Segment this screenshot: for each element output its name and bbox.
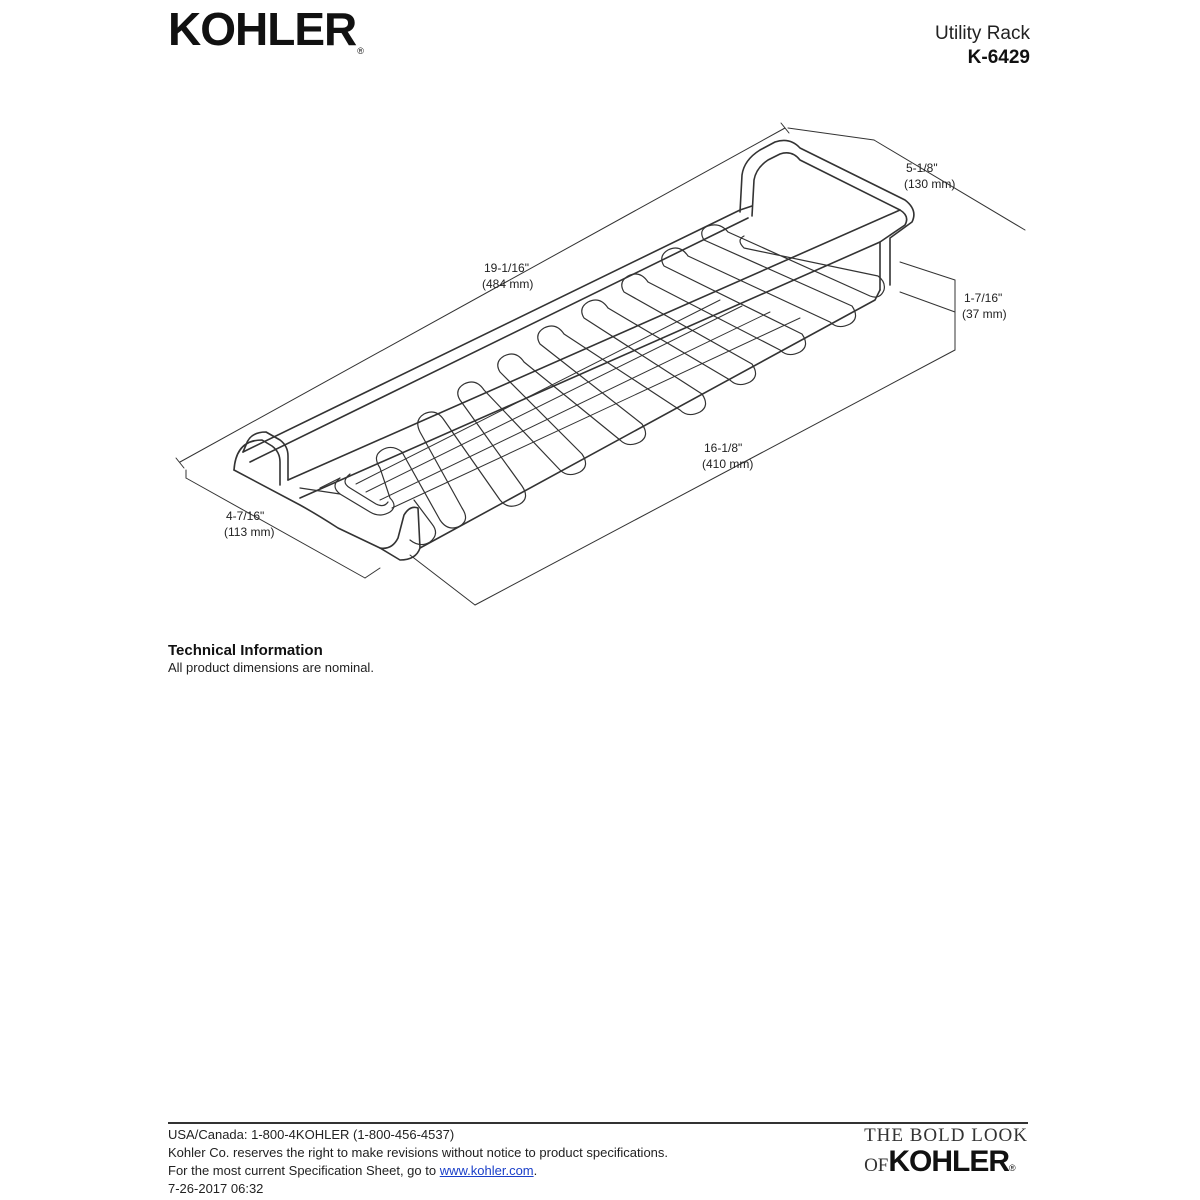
inner-wires	[356, 300, 800, 508]
logo-text: KOHLER	[168, 3, 357, 55]
footer-spec-sheet-prefix: For the most current Specification Sheet, go to	[168, 1163, 440, 1178]
dimension-labels	[224, 161, 1007, 539]
footer-divider	[168, 1122, 1028, 1124]
technical-information-title: Technical Information	[168, 642, 323, 659]
dim-top-width-metric: (130 mm)	[904, 177, 956, 191]
tagline-line2	[864, 1146, 1028, 1184]
dim-front-width-metric: (113 mm)	[224, 525, 275, 539]
dim-overall-length-metric: (484 mm)	[482, 277, 534, 291]
tagline-line1: THE BOLD LOOK	[864, 1125, 1028, 1146]
dim-base-length-imperial: 16-1/8"	[704, 441, 743, 455]
footer-spec-sheet-suffix: .	[533, 1163, 538, 1178]
dimension-lines	[176, 123, 1025, 605]
rack-frame	[234, 140, 914, 560]
bold-look-tagline	[864, 1126, 1028, 1184]
tagline-registered-mark: ®	[1009, 1163, 1016, 1173]
dim-overall-length-imperial: 19-1/16"	[484, 261, 529, 275]
technical-information	[168, 642, 374, 675]
dim-height-imperial: 1-7/16"	[964, 291, 1003, 305]
kohler-website-link[interactable]: www.kohler.com	[439, 1163, 534, 1178]
footer	[168, 1126, 668, 1198]
dim-base-length-metric: (410 mm)	[702, 457, 754, 471]
dim-front-width-imperial: 4-7/16"	[226, 509, 265, 523]
footer-disclaimer: Kohler Co. reserves the right to make revisions without notice to product specifications.	[168, 1145, 669, 1160]
tagline-of: OF	[864, 1155, 889, 1176]
model-number: K-6429	[967, 47, 1030, 68]
dim-top-width-imperial: 5-1/8"	[906, 161, 938, 175]
footer-spec-sheet-line	[168, 1162, 668, 1180]
dim-height-metric: (37 mm)	[962, 307, 1007, 321]
product-name: Utility Rack	[934, 23, 1030, 44]
logo-registered-mark: ®	[357, 46, 363, 56]
footer-date: 7-26-2017 06:32	[168, 1181, 264, 1196]
tagline-brand: KOHLER	[888, 1145, 1010, 1178]
footer-contact: USA/Canada: 1-800-4KOHLER (1-800-456-4537)	[168, 1127, 455, 1142]
technical-information-note: All product dimensions are nominal.	[168, 660, 374, 675]
